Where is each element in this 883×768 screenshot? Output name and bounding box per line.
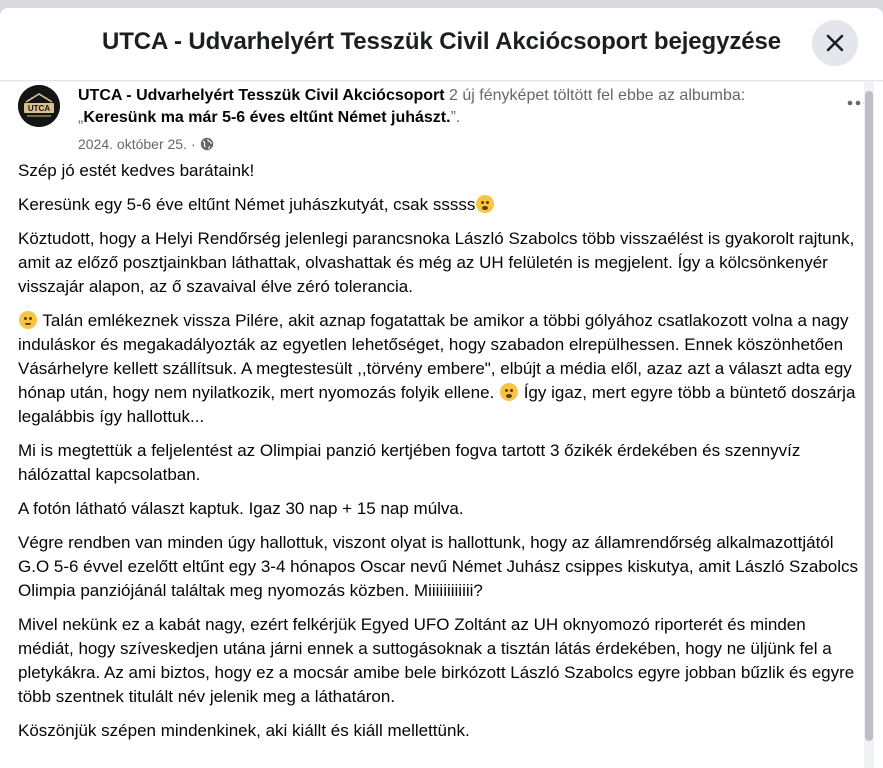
modal-title: UTCA - Udvarhelyért Tesszük Civil Akciócsoport bejegyzése bbox=[102, 28, 781, 55]
post-paragraph: Köszönjük szépen mindenkinek, aki kiállt és kiáll mellettünk. bbox=[18, 721, 470, 740]
thinking-face-emoji bbox=[500, 383, 518, 401]
post-paragraph: Köztudott, hogy a Helyi Rendőrség jelenlegi parancsnoka László Szabolcs több visszaélést is gyakorolt rajtunk, amit az előző posztjainkban láthattak, olvashattak és még az UH felületén is megjelent. Így a kölcsönkenyér visszajár alapon, az ő szavaival élve zéró tolerancia. bbox=[18, 229, 855, 296]
relieved-face-emoji bbox=[19, 311, 37, 329]
utca-logo-icon bbox=[18, 85, 60, 127]
post-header-text bbox=[78, 85, 768, 129]
post-paragraph: Végre rendben van minden úgy hallottuk, viszont olyat is hallottunk, hogy az államrendőrség alkalmazottjától G.O 5-6 évvel ezelőtt eltűnt egy 3-4 hónapos Oscar nevű Német Juhász csippes kiskutya, amit László Szabolcs Olimpia panziójánál találtak meg nyomozás közben. Miiiiiiiiiiii? bbox=[18, 533, 859, 600]
close-icon bbox=[825, 33, 845, 53]
modal-header bbox=[0, 8, 883, 81]
post-scroll-area[interactable] bbox=[0, 81, 883, 768]
shushing-face-emoji bbox=[476, 195, 494, 213]
post-action-text: 2 új fényképet töltött fel ebbe az albumba: „ bbox=[78, 87, 746, 126]
album-link[interactable]: Keresünk ma már 5-6 éves eltűnt Német juhászt. bbox=[83, 109, 451, 126]
close-button[interactable] bbox=[812, 20, 858, 66]
post-date-link[interactable]: 2024. október 25. bbox=[78, 136, 187, 152]
author-name-link[interactable]: UTCA - Udvarhelyért Tesszük Civil Akciócsoport bbox=[78, 87, 445, 104]
post-modal bbox=[0, 8, 883, 768]
post-action-end: ”. bbox=[450, 109, 461, 126]
meta-separator: · bbox=[190, 136, 196, 152]
scrollbar[interactable] bbox=[864, 81, 874, 768]
page-avatar[interactable] bbox=[18, 85, 60, 127]
post-meta bbox=[78, 136, 214, 152]
post-body bbox=[18, 159, 863, 753]
scrollbar-thumb[interactable] bbox=[865, 91, 873, 741]
post-header bbox=[18, 81, 818, 151]
post-paragraph bbox=[18, 193, 863, 217]
svg-text:UTCA: UTCA bbox=[27, 104, 51, 113]
post-paragraph: Szép jó estét kedves barátaink! bbox=[18, 161, 255, 180]
paragraph-text: Keresünk egy 5-6 éve eltűnt Német juhászkutyát, csak sssss bbox=[18, 195, 476, 214]
globe-icon[interactable] bbox=[200, 137, 214, 151]
paragraph-text: Így igaz, mert egyre több a büntető doszárja legalábbis így hallottuk... bbox=[18, 383, 856, 426]
post-paragraph: A fotón látható választ kaptuk. Igaz 30 nap + 15 nap múlva. bbox=[18, 499, 464, 518]
post-paragraph: Mi is megtettük a feljelentést az Olimpiai panzió kertjében fogva tartott 3 őzikék érdekében és szennyvíz hálózattal kapcsolatban. bbox=[18, 441, 801, 484]
post-paragraph: Mivel nekünk ez a kabát nagy, ezért felkérjük Egyed UFO Zoltánt az UH oknyomozó riporterét és minden médiát, hogy szíveskedjen utána járni ennek a suttogásoknak a tisztán látás érdekében, hogy ne üljünk fel a pletykákra. Az ami biztos, hogy ez a mocsár amibe bele birkózott László Szabolcs egyre jobban bűzlik és egyre több szentnek titulált név jelenik meg a láthatáron. bbox=[18, 615, 855, 706]
paragraph-text: Talán emlékeznek vissza Pilére, akit aznap fogatattak be amikor a többi gólyához csatlakozott volna a nagy induláskor és megakadályozták az egyetlen lehetőséget, hogy szabadon elrepülhessen. Ennek köszönhetően Vásárhelyre kellett szállítsuk. A megtestesült ,,törvény embere", elbújt a média elől, azaz azt a választ adta egy hónap után, hogy nem nyilatkozik, mert nyomozás folyik ellene. bbox=[18, 311, 852, 402]
post-paragraph bbox=[18, 309, 863, 429]
